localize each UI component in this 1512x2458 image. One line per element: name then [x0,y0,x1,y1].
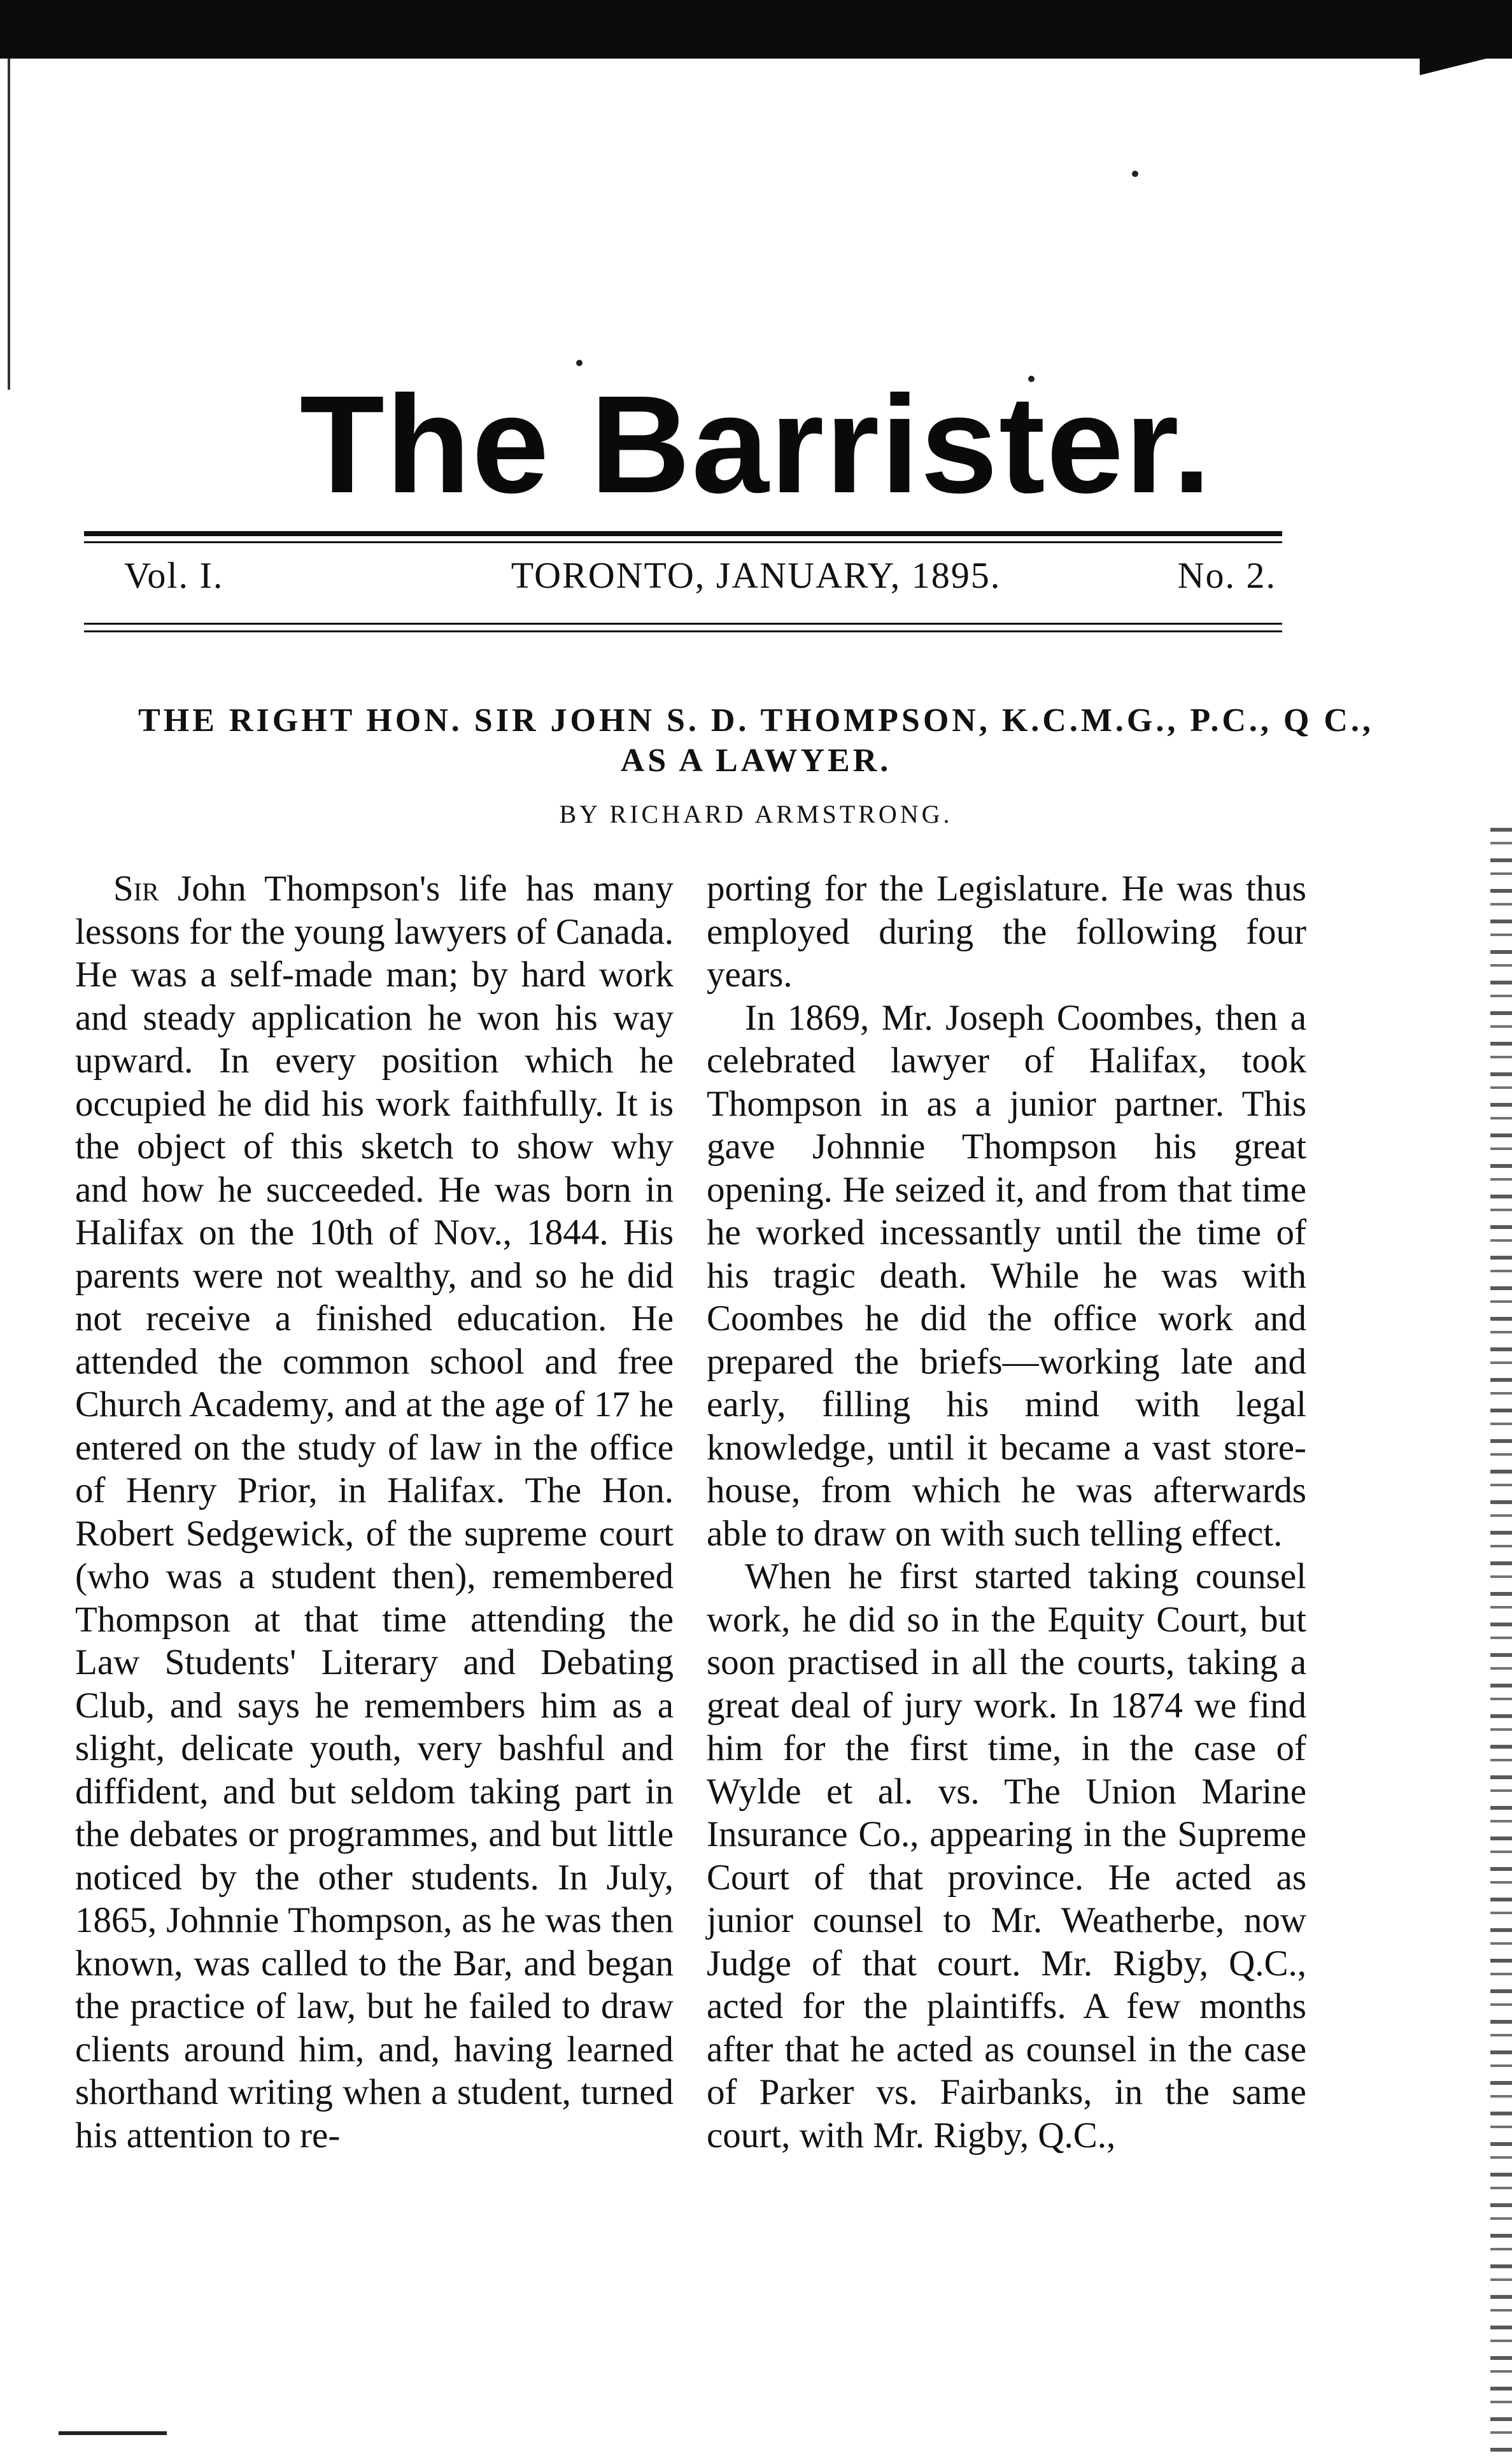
article-byline: BY RICHARD ARMSTRONG. [559,800,953,828]
article-title [0,700,1512,781]
lead-word: Sir [113,869,159,909]
article-column-right [707,867,1306,2157]
masthead-rule-top [84,531,1282,536]
article-title-line-2: AS A LAWYER. [620,742,892,779]
issue-rule-bottom [84,623,1282,625]
issue-rule-bottom-thin [84,630,1282,632]
masthead-title: The Barrister. [299,367,1213,522]
issue-number: No. 2. [1177,555,1276,596]
paragraph [75,867,674,2157]
paragraph-text: John Thompson's life has many lessons for the young lawyers of Canada. He was a self-made man; by hard work and steady application he won his way upward. In every position which he occupied he did his work faithfully. It is the object of this sketch to show why and how he succeeded. He was born in Halifax on the 10th of Nov., 1844. His parents were not wealthy, and so he did not receive a finished education. He attended the common school and free Church Academy, and at the age of 17 he entered on the study of law in the office of Henry Prior, in Halifax. The Hon. Robert Sedgewick, of the supreme court (who was a student then), remembered Thompson at that time attending the Law Students' Literary and Debating Club, and says he remembers him as a slight, delicate youth, very bashful and diffident, and but seldom taking part in the debates or programmes, and but little noticed by the other students. In July, 1865, Johnnie Thompson, as he was then known, was called to the Bar, and began the practice of law, but he failed to draw clients around him, and, having learned shorthand writing when a student, turned his attention to re- [75,869,674,2156]
scan-bottom-mark [59,2431,167,2435]
scan-speck [1132,171,1138,177]
issue-place-date: TORONTO, JANUARY, 1895. [511,555,1001,596]
scan-top-border [0,0,1512,59]
article-title-line-1: THE RIGHT HON. SIR JOHN S. D. THOMPSON, K.C.M.G., P.C., Q C., [138,702,1374,739]
scan-left-edge [8,59,10,390]
masthead-rule-top-thin [84,541,1282,543]
paragraph: In 1869, Mr. Joseph Coombes, then a celebrated lawyer of Halifax, took Thompson in as a junior partner. This gave Johnnie Thompson his great opening. He seized it, and from that time he worked incessantly until the time of his tragic death. While he was with Coombes he did the office work and prepared the briefs—working late and early, filling his mind with legal knowledge, until it became a vast store-house, from which he was afterwards able to draw on with such telling effect. [707,997,1306,1554]
issue-volume: Vol. I. [124,555,224,596]
paragraph: porting for the Legislature. He was thus employed during the following four years. [707,869,1306,995]
paragraph: When he first started taking counsel work, he did so in the Equity Court, but soon practised in all the courts, taking a great deal of jury work. In 1874 we find him for the first time, in the case of Wylde et al. vs. The Union Marine Insurance Co., appearing in the Supreme Court of that province. He acted as junior counsel to Mr. Weatherbe, now Judge of that court. Mr. Rigby, Q.C., acted for the plaintiffs. A few months after that he acted as counsel in the case of Parker vs. Fairbanks, in the same court, with Mr. Rigby, Q.C., [707,1556,1306,2156]
scan-right-edge-noise [1490,828,1512,2458]
article-column-left [75,867,674,2157]
scan-speck [576,360,583,366]
